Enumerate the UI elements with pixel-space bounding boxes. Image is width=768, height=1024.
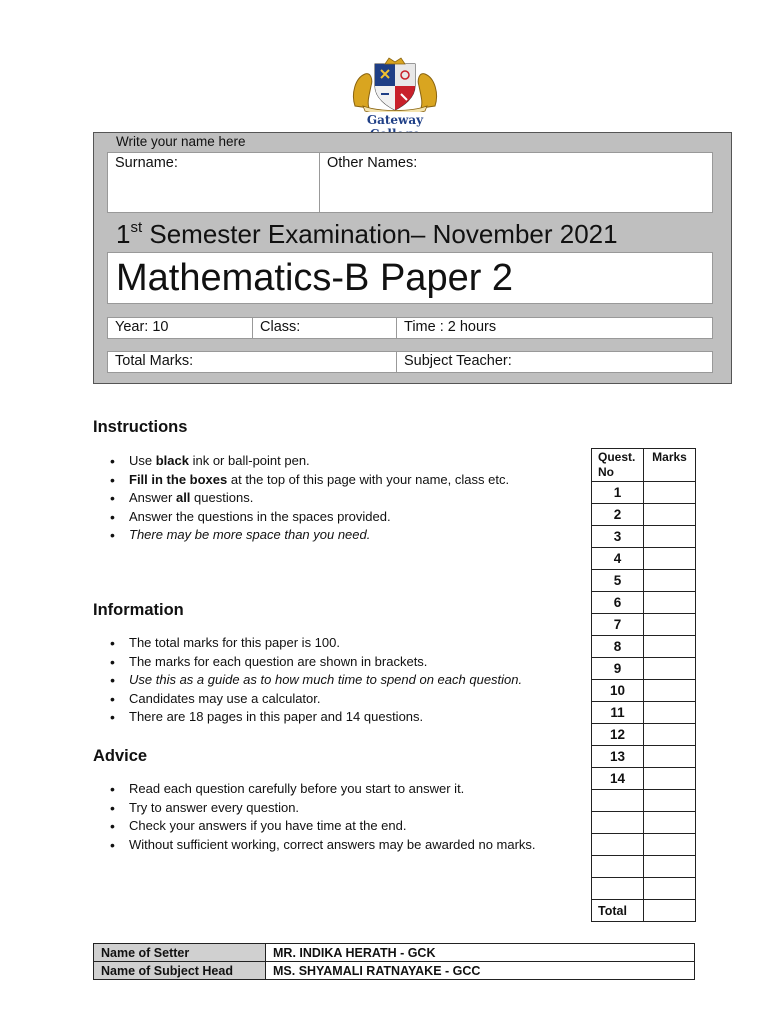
marks-table-row: [592, 812, 696, 834]
advice-item: • Read each question carefully before you start to answer it.: [93, 780, 543, 799]
marks-cell[interactable]: [644, 504, 696, 526]
subject-head-row: [94, 962, 695, 980]
setter-value: MR. INDIKA HERATH - GCK: [266, 944, 695, 962]
marks-table-row: [592, 482, 696, 504]
marks-cell[interactable]: [644, 702, 696, 724]
marks-cell[interactable]: [644, 636, 696, 658]
question-number: 13: [592, 746, 644, 768]
question-number: 1: [592, 482, 644, 504]
marks-cell[interactable]: [644, 482, 696, 504]
question-number: 9: [592, 658, 644, 680]
question-number: [592, 834, 644, 856]
question-number: 12: [592, 724, 644, 746]
instruction-item: • There may be more space than you need.: [93, 526, 573, 545]
instructions-list: [93, 452, 573, 545]
year-label: Year: 10: [115, 319, 169, 335]
instruction-item: • Answer the questions in the spaces provided.: [93, 508, 573, 527]
instruction-item: • Answer all questions.: [93, 489, 573, 508]
marks-cell[interactable]: [644, 680, 696, 702]
subject-teacher-field[interactable]: [396, 351, 713, 373]
write-name-label: Write your name here: [116, 134, 246, 149]
instructions-heading: Instructions: [93, 418, 188, 436]
question-number: 10: [592, 680, 644, 702]
advice-item: • Without sufficient working, correct answers may be awarded no marks.: [93, 836, 543, 855]
question-number: 4: [592, 548, 644, 570]
question-number: 7: [592, 614, 644, 636]
marks-table-row: [592, 680, 696, 702]
time-field: [396, 317, 713, 339]
marks-table: [591, 448, 696, 922]
marks-table-row: [592, 526, 696, 548]
question-number: [592, 790, 644, 812]
marks-cell[interactable]: [644, 768, 696, 790]
subject-head-label: Name of Subject Head: [94, 962, 266, 980]
semester-number: 1: [116, 219, 131, 249]
marks-table-row: [592, 724, 696, 746]
marks-table-row: [592, 548, 696, 570]
marks-table-header: [592, 449, 696, 482]
setter-label: Name of Setter: [94, 944, 266, 962]
marks-cell[interactable]: [644, 812, 696, 834]
marks-cell[interactable]: [644, 592, 696, 614]
college-crest-icon: [345, 56, 445, 112]
question-number: 6: [592, 592, 644, 614]
total-marks-label: Total Marks:: [115, 353, 194, 369]
class-field[interactable]: [252, 317, 397, 339]
information-item: • The marks for each question are shown in brackets.: [93, 653, 573, 672]
marks-total-row: [592, 900, 696, 922]
marks-table-row: [592, 592, 696, 614]
marks-table-row: [592, 856, 696, 878]
college-logo: [345, 56, 445, 131]
information-item: • Candidates may use a calculator.: [93, 690, 573, 709]
advice-list: [93, 780, 543, 854]
marks-table-row: [592, 878, 696, 900]
information-item: • There are 18 pages in this paper and 14 questions.: [93, 708, 573, 727]
marks-cell[interactable]: [644, 856, 696, 878]
marks-table-row: [592, 790, 696, 812]
paper-title: Mathematics-B Paper 2: [107, 252, 713, 304]
setter-row: [94, 944, 695, 962]
marks-cell[interactable]: [644, 790, 696, 812]
setter-table: [93, 943, 695, 980]
other-names-field[interactable]: [319, 152, 713, 213]
marks-table-row: [592, 746, 696, 768]
information-list: [93, 634, 573, 727]
marks-cell[interactable]: [644, 658, 696, 680]
marks-cell[interactable]: [644, 746, 696, 768]
question-number: 3: [592, 526, 644, 548]
marks-table-row: [592, 614, 696, 636]
marks-cell[interactable]: [644, 570, 696, 592]
marks-cell[interactable]: [644, 834, 696, 856]
surname-label: Surname:: [115, 155, 178, 171]
advice-item: • Try to answer every question.: [93, 799, 543, 818]
marks-cell[interactable]: [644, 878, 696, 900]
information-heading: Information: [93, 601, 184, 619]
marks-table-row: [592, 636, 696, 658]
marks-table-row: [592, 834, 696, 856]
question-number: [592, 812, 644, 834]
marks-table-row: [592, 658, 696, 680]
exam-header-box: [93, 132, 732, 384]
other-names-label: Other Names:: [327, 155, 418, 171]
total-label: Total: [592, 900, 644, 922]
marks-table-row: [592, 768, 696, 790]
question-number: 2: [592, 504, 644, 526]
marks-cell[interactable]: [644, 724, 696, 746]
marks-cell[interactable]: [644, 614, 696, 636]
total-marks-cell[interactable]: [644, 900, 696, 922]
subject-head-value: MS. SHYAMALI RATNAYAKE - GCC: [266, 962, 695, 980]
instruction-item: • Fill in the boxes at the top of this page with your name, class etc.: [93, 471, 573, 490]
marks-table-row: [592, 702, 696, 724]
question-number: 11: [592, 702, 644, 724]
information-item: • The total marks for this paper is 100.: [93, 634, 573, 653]
instruction-item: • Use black ink or ball-point pen.: [93, 452, 573, 471]
question-number: 5: [592, 570, 644, 592]
time-label: Time : 2 hours: [404, 319, 497, 335]
college-name: Gateway: [366, 113, 424, 127]
question-number: [592, 878, 644, 900]
semester-suffix: st: [130, 219, 143, 236]
subject-teacher-label: Subject Teacher:: [404, 353, 512, 369]
class-label: Class:: [260, 319, 301, 335]
advice-item: • Check your answers if you have time at the end.: [93, 817, 543, 836]
year-field: [107, 317, 253, 339]
marks-column-header: Marks: [644, 449, 696, 482]
advice-heading: Advice: [93, 747, 148, 765]
total-marks-field[interactable]: [107, 351, 397, 373]
question-number: [592, 856, 644, 878]
semester-text: Semester Examination– November 2021: [142, 219, 618, 249]
question-number: 14: [592, 768, 644, 790]
marks-cell[interactable]: [644, 548, 696, 570]
marks-table-row: [592, 570, 696, 592]
marks-table-row: [592, 504, 696, 526]
question-column-header: Quest. No: [592, 449, 644, 482]
marks-cell[interactable]: [644, 526, 696, 548]
information-item: • Use this as a guide as to how much time to spend on each question.: [93, 671, 573, 690]
surname-field[interactable]: [107, 152, 320, 213]
question-number: 8: [592, 636, 644, 658]
semester-title: [116, 219, 618, 250]
